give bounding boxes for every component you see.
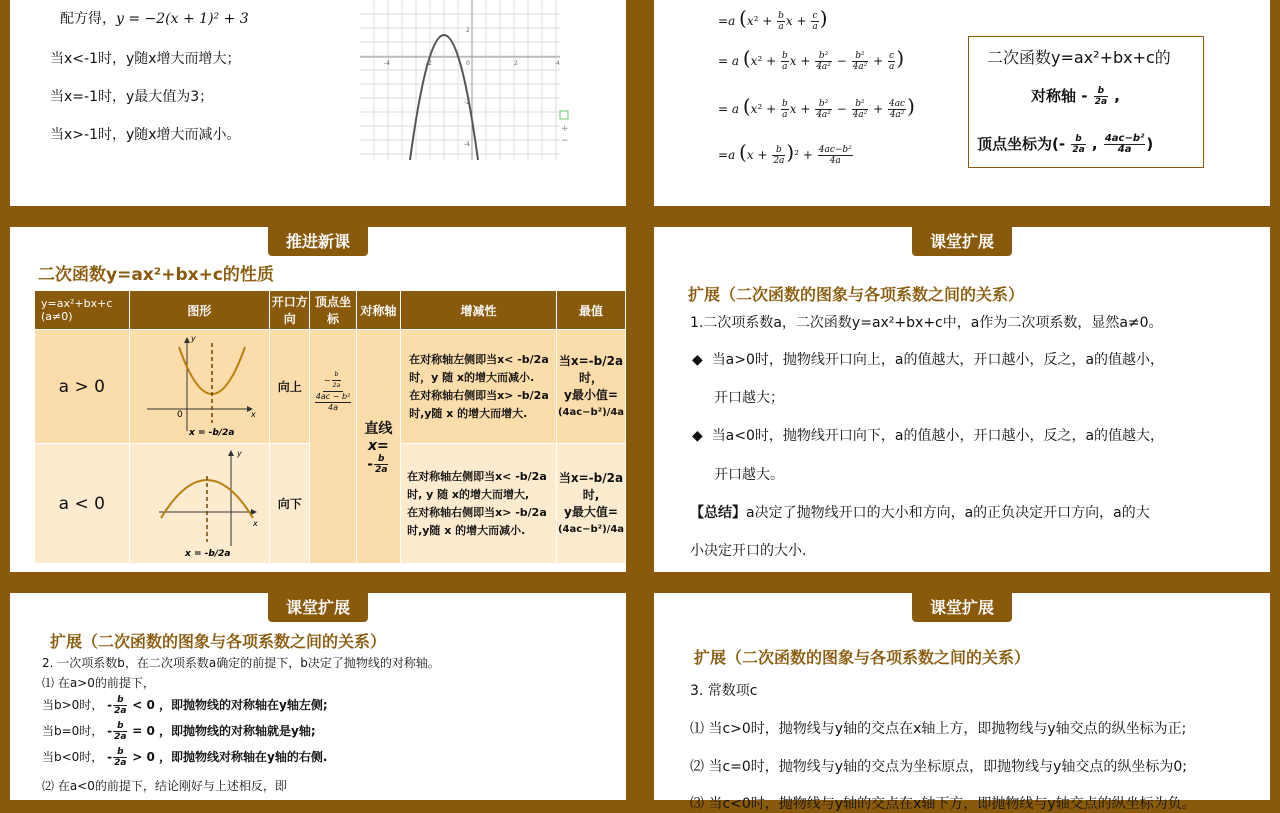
line-1: 2. 一次项系数b，在二次项系数a确定的前提下，b决定了抛物线的对称轴。: [42, 656, 440, 670]
result-text: = 0 ，即抛物线的对称轴就是y轴;: [132, 724, 316, 738]
header-cell: y=ax²+bx+c (a≠0): [35, 291, 130, 330]
extreme-value-cell: [557, 444, 626, 564]
x-axis-label: x: [251, 410, 257, 419]
extreme-value-cell: [557, 330, 626, 444]
ext-line: 当x=-b/2a: [558, 470, 624, 485]
slide-heading: 扩展（二次函数的图象与各项系数之间的关系）: [688, 285, 1025, 304]
axis-label: x = -b/2a: [185, 549, 231, 559]
mono-line: 时,y随 x 的增大而增大.: [409, 406, 528, 420]
derivation-step-4: =a (x + $\frac{b}{2a}$ )² + $\frac{\text{4ac−b²}}{4a}$: [718, 140, 852, 166]
axis-cell: [356, 330, 400, 564]
line-2: ⑴ 在a>0的前提下，: [42, 676, 155, 690]
slide-derivation: [654, 0, 1270, 206]
condition-cell: a > 0: [35, 330, 130, 444]
axis-line-2: x=: [367, 438, 389, 454]
ext-line: (4ac−b²)/4a: [557, 406, 625, 418]
ext-line: 时,: [582, 487, 600, 502]
summary-cont: 小决定开口的大小.: [690, 543, 807, 559]
header-cell: 增减性: [401, 291, 557, 330]
origin-label: 0: [177, 410, 184, 420]
line-3: ⑵ 当c=0时，抛物线与y轴的交点为坐标原点，即抛物线与y轴交点的纵坐标为0;: [690, 759, 1187, 775]
ext-line: y最小值=: [564, 387, 618, 402]
line-1: 3. 常数项c: [690, 683, 758, 699]
graph-cell: [129, 444, 270, 564]
derivation-step-3: = a (x² + $\frac{b}{a}$ x + $\frac{\text{b²}}{\text{4a²}}$ − $\frac{\text{b²}}{\text{4a²}}$ + $\frac{4ac}{\text{4a²}}$ ): [718, 94, 915, 120]
diamond-bullet-icon: ◆: [692, 352, 703, 368]
header-cell: 最值: [557, 291, 626, 330]
summary-box: [968, 36, 1204, 168]
axis-frac-num: b: [1094, 86, 1108, 97]
axis-frac-den: 2a: [1094, 97, 1108, 107]
slide-heading: 扩展（二次函数的图象与各项系数之间的关系）: [50, 632, 387, 651]
summary-line: [690, 502, 1150, 522]
vertex-frac2-num: 4ac−b²: [1104, 133, 1145, 144]
slide-heading: 扩展（二次函数的图象与各项系数之间的关系）: [694, 648, 1031, 667]
axis-line-1: 直线: [364, 421, 393, 437]
result-text: > 0 ，即抛物线对称轴在y轴的右侧.: [132, 750, 328, 764]
line-b-positive: 当b>0时， - $\frac{b}{2a}$ < 0 ，即抛物线的对称轴在y轴左侧;: [42, 695, 328, 716]
mono-line: 时，y 随 x的增大而减小.: [409, 370, 535, 384]
line-b-zero: 当b=0时， - $\frac{b}{2a}$ = 0 ，即抛物线的对称轴就是y轴;: [42, 721, 316, 742]
ext-line: y最大值=: [564, 504, 618, 519]
ext-line: 当x=-b/2a: [558, 353, 624, 368]
line-4: ⑶ 当c<0时，抛物线与y轴的交点在x轴下方，即抛物线与y轴交点的纵坐标为负。: [690, 796, 1196, 812]
bullet-1-cont: 开口越大；: [714, 390, 784, 406]
header-cell: 顶点坐标: [310, 291, 356, 330]
vertex-coordinates: 顶点坐标为(- $\frac{b}{2a}$ , $\frac{\text{4ac−b²}}{4a}$ ): [977, 133, 1154, 155]
cond-text: 当b=0时，: [42, 724, 104, 738]
x-tick: 2: [514, 60, 518, 67]
x-tick: -4: [384, 60, 390, 67]
header-cell: 图形: [129, 291, 270, 330]
slide-title: 二次函数y=ax²+bx+c的性质: [38, 265, 274, 285]
y-tick: -4: [464, 141, 470, 148]
property-line-3: 当x>-1时，y随x增大而减小。: [50, 127, 241, 143]
completing-label: 配方得，: [60, 11, 116, 27]
axis-label: x = -b/2a: [189, 428, 235, 438]
summary-text: a决定了抛物线开口的大小和方向，a的正负决定开口方向，a的大: [746, 505, 1150, 521]
axis-of-symmetry: 对称轴 - $\frac{b}{2a}$ ,: [1031, 86, 1120, 107]
table-row: [35, 330, 626, 444]
vertex-cell: − $\frac{b}{2a}$ $\frac{\text{4ac − b²}}{4a}$: [310, 330, 356, 564]
slide-constant-c: [654, 593, 1270, 812]
ext-line: (4ac−b²)/4a: [557, 523, 625, 535]
diamond-bullet-icon: ◆: [692, 428, 703, 444]
x-tick: -2: [426, 60, 432, 67]
property-line-1: 当x<-1时，y随x增大而增大；: [50, 51, 241, 67]
opening-up: 向上: [270, 330, 310, 444]
parabola-graph: [360, 0, 570, 160]
graph-settings-icon[interactable]: [560, 111, 568, 119]
axis-line-3: - $\frac{b}{2a}$: [367, 454, 388, 475]
axis-label: 对称轴 -: [1031, 87, 1088, 105]
mono-line: 在对称轴左侧即当x< -b/2a: [409, 352, 549, 366]
slide-coefficient-b: [10, 593, 626, 800]
upward-parabola-graph: [139, 331, 259, 439]
mono-line: 在对称轴右侧即当x> -b/2a: [407, 505, 547, 519]
section-tag: 课堂扩展: [912, 227, 1012, 256]
bullet-1: [692, 349, 1164, 369]
zoom-in-icon[interactable]: +: [561, 124, 569, 134]
line-6: ⑵ 在a<0的前提下，结论刚好与上述相反，即: [42, 779, 287, 793]
derivation-step-2: = a (x² + $\frac{b}{a}$ x + $\frac{\text{b²}}{\text{4a²}}$ − $\frac{\text{b²}}{\text{4a²}}$ + $\frac{c}{a}$ ): [718, 46, 905, 72]
y-tick: -2: [464, 99, 470, 106]
x-axis-label: x: [253, 519, 259, 528]
section-tag: 课堂扩展: [268, 593, 368, 622]
properties-table: [34, 290, 626, 564]
vertex-label: 顶点坐标为(-: [977, 135, 1066, 153]
vertex-frac1-den: 2a: [1072, 145, 1085, 155]
slide-vertex-form: [10, 0, 626, 206]
derivation-step-1: =a (x² + $\frac{b}{a}$ x + $\frac{c}{a}$ ): [718, 6, 828, 32]
box-title: 二次函数y=ax²+bx+c的: [987, 48, 1171, 67]
origin-label: 0: [466, 60, 470, 67]
bullet-2-text: 当a<0时，抛物线开口向下，a的值越小，开口越小，反之，a的值越大，: [711, 428, 1165, 444]
y-axis-label: y: [237, 449, 243, 458]
line-2: ⑴ 当c>0时，抛物线与y轴的交点在x轴上方，即抛物线与y轴交点的纵坐标为正;: [690, 721, 1187, 737]
summary-label: 【总结】: [690, 505, 746, 521]
zoom-out-icon[interactable]: −: [561, 136, 569, 146]
vertex-frac2-den: 4a: [1117, 144, 1132, 155]
vertex-formula: y = −2(x + 1)² + 3: [116, 11, 249, 27]
y-axis-label: y: [191, 334, 197, 343]
line-b-negative: 当b<0时， - $\frac{b}{2a}$ > 0 ，即抛物线对称轴在y轴的右侧.: [42, 747, 328, 768]
cond-text: 当b<0时，: [42, 750, 104, 764]
vertex-frac1-num: b: [1071, 134, 1085, 145]
graph-cell: [129, 330, 270, 444]
condition-cell: a < 0: [35, 444, 130, 564]
header-cell: 开口方向: [270, 291, 310, 330]
table-header: [35, 291, 626, 330]
x-tick: 4: [556, 60, 560, 67]
para-1: 1.二次项系数a，二次函数y=ax²+bx+c中，a作为二次项系数，显然a≠0。: [690, 315, 1163, 331]
downward-parabola-graph: [139, 446, 259, 558]
monotonicity-cell: [401, 330, 557, 444]
mono-line: 在对称轴左侧即当x< -b/2a: [407, 469, 547, 483]
mono-line: 在对称轴右侧即当x> -b/2a: [409, 388, 549, 402]
property-line-2: 当x=-1时，y最大值为3；: [50, 89, 214, 105]
y-tick: 2: [466, 27, 470, 34]
bullet-2-cont: 开口越大。: [714, 467, 784, 483]
bullet-1-text: 当a>0时，抛物线开口向上，a的值越大，开口越小，反之，a的值越小，: [711, 352, 1165, 368]
ext-line: 时，: [578, 370, 603, 385]
result-text: < 0 ，即抛物线的对称轴在y轴左侧;: [132, 698, 328, 712]
mono-line: 时,y随 x 的增大而减小.: [407, 523, 526, 537]
slide-properties-table: [10, 227, 626, 572]
cond-text: 当b>0时，: [42, 698, 104, 712]
completing-square-line: [60, 8, 249, 28]
header-cell: 对称轴: [356, 291, 400, 330]
bullet-2: [692, 425, 1164, 445]
mono-line: 时, y 随 x的增大而增大,: [407, 487, 530, 501]
monotonicity-cell: [401, 444, 557, 564]
slide-coefficient-a: [654, 227, 1270, 572]
section-tag: 推进新课: [268, 227, 368, 256]
section-tag: 课堂扩展: [912, 593, 1012, 622]
opening-down: 向下: [270, 444, 310, 564]
